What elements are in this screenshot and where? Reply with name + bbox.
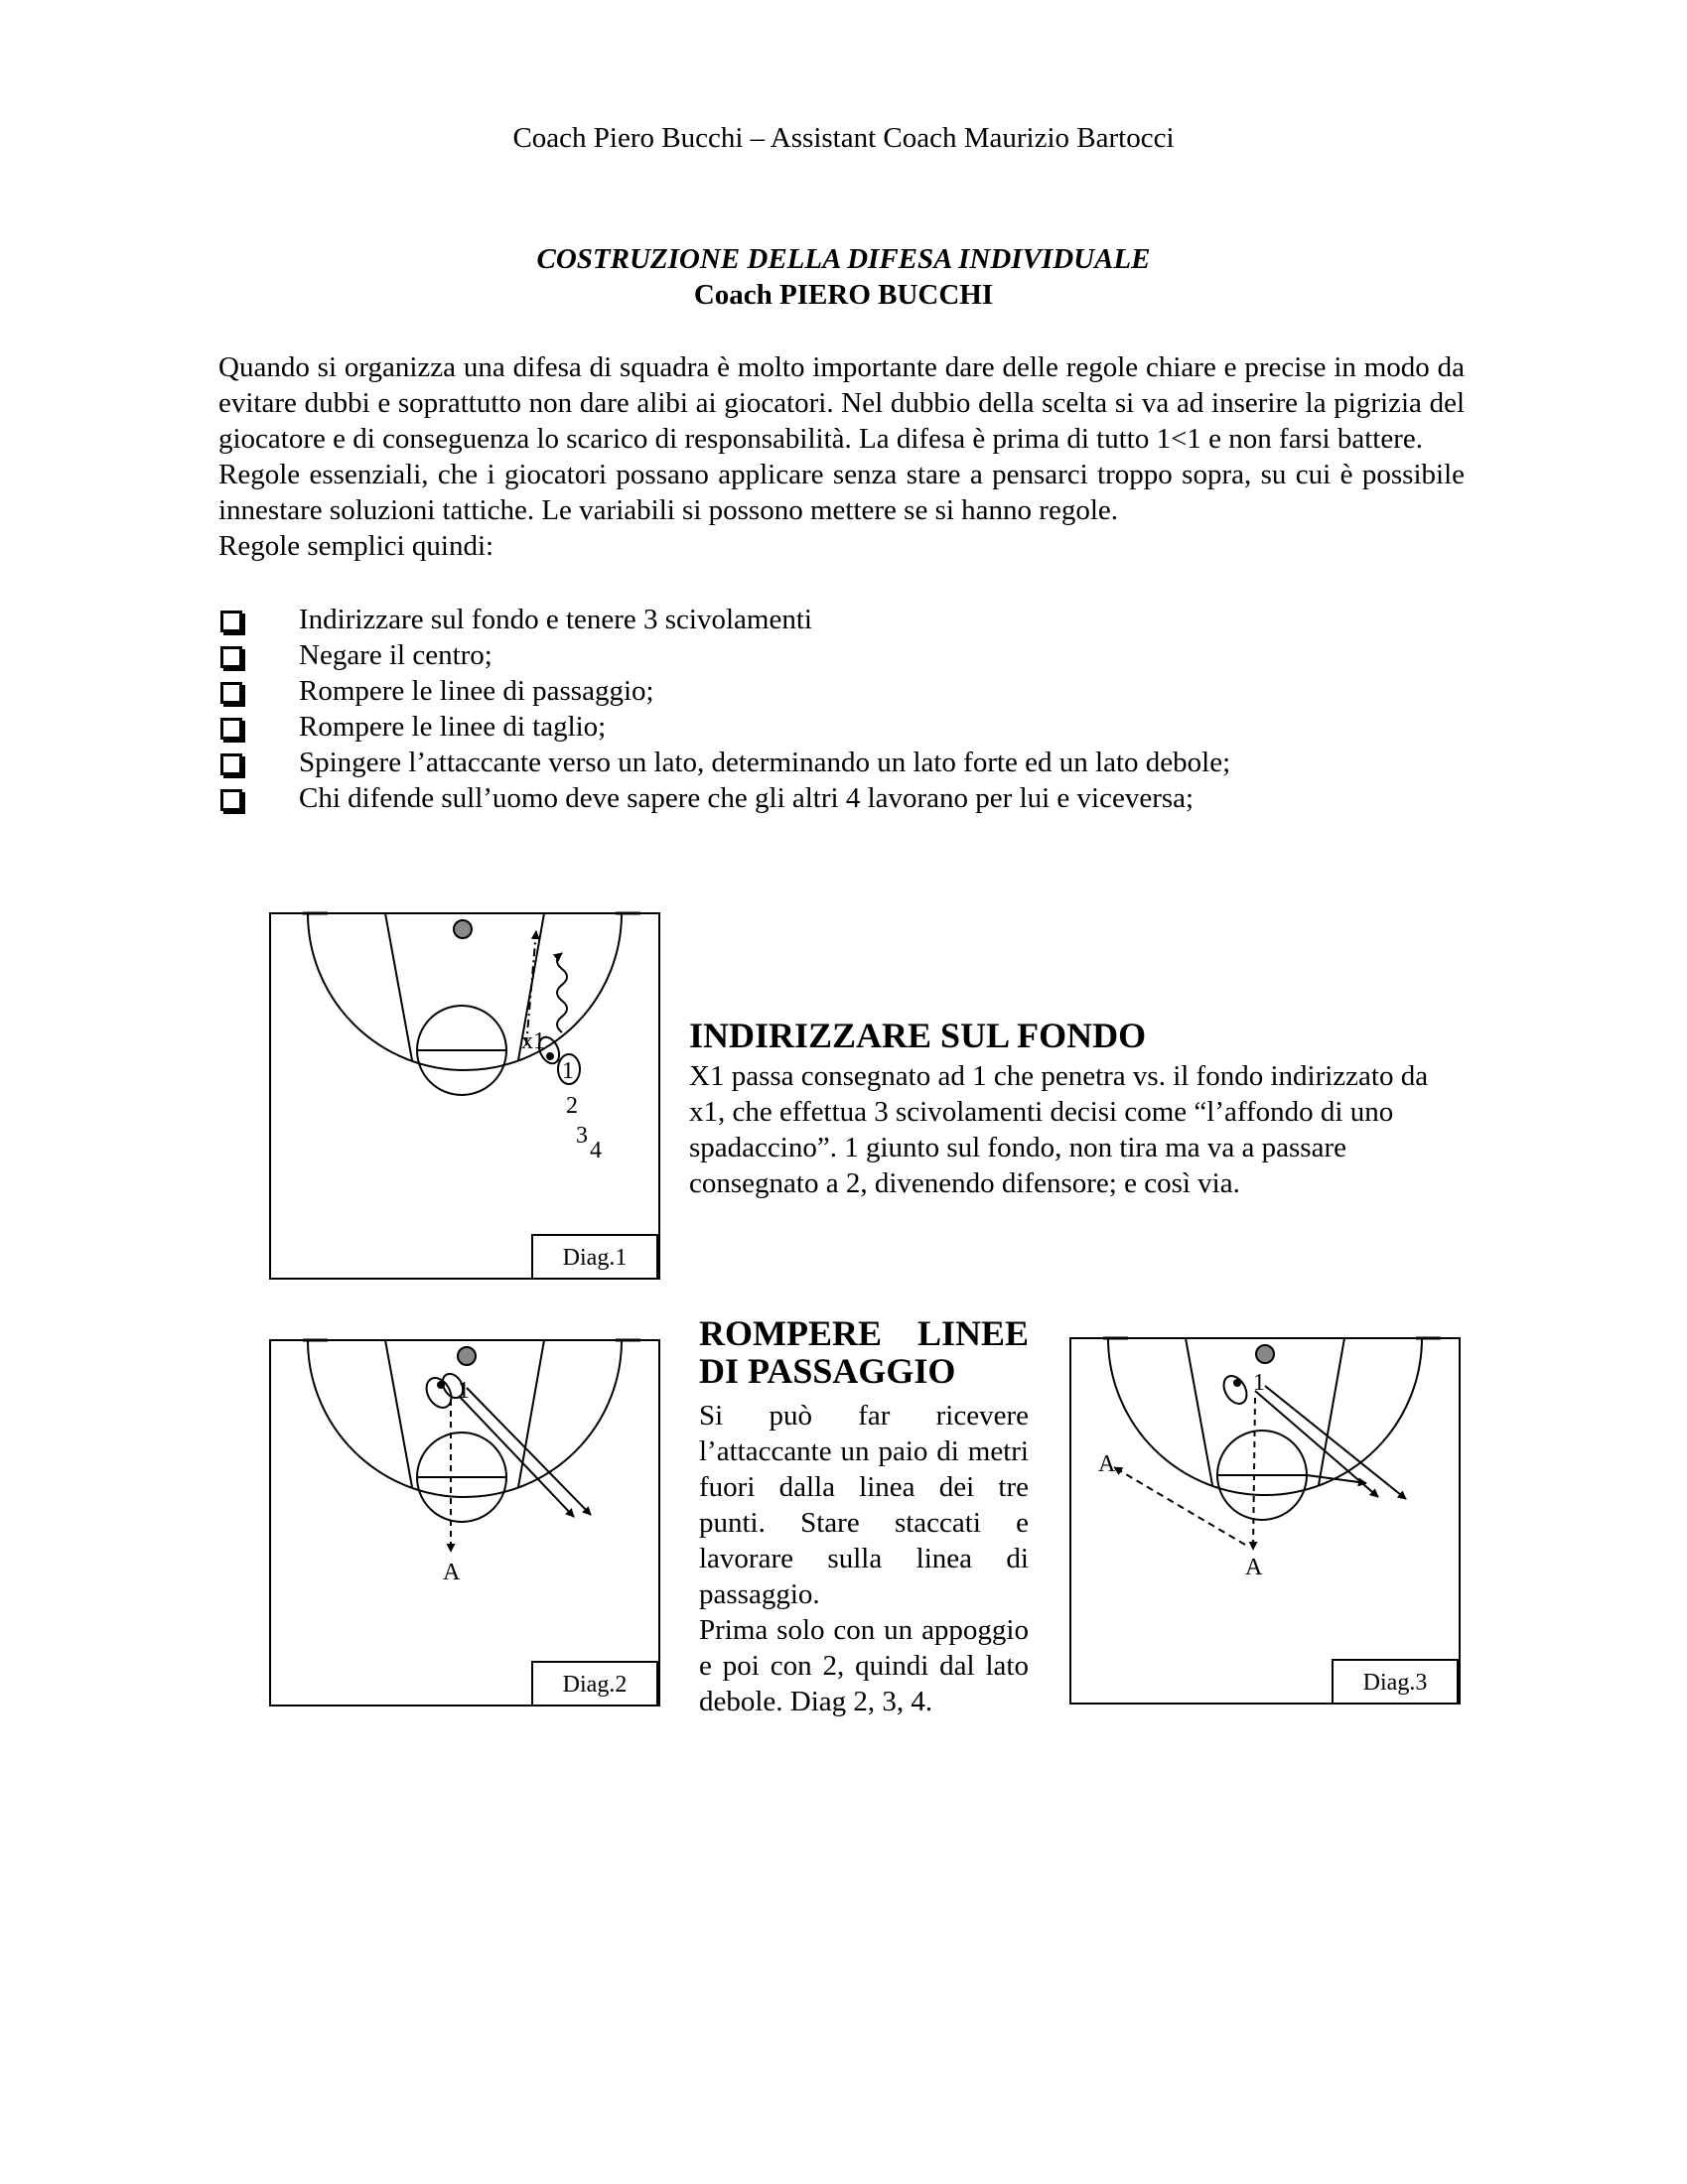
section-heading-2: ROMPERE LINEE DI PASSAGGIO	[699, 1313, 1029, 1391]
intro-paragraph-1: Quando si organizza una difesa di squadra è molto importante dare delle regole chiare e precise in modo da evitare dubbi e soprattutto non dare alibi ai giocatori. Nel dubbio della scelta si va ad inserire la pigrizia del giocatore e di conseguenza lo scarico di responsabilità. La difesa è prima di tutto 1<1 e non farsi battere.	[218, 351, 1465, 455]
intro-text	[218, 349, 1465, 564]
court-diagram-2	[268, 1338, 665, 1709]
intro-paragraph-3: Regole semplici quindi:	[218, 530, 494, 562]
document-title: COSTRUZIONE DELLA DIFESA INDIVIDUALE	[536, 243, 1151, 275]
list-item: Rompere le linee di passaggio;	[218, 673, 1465, 709]
diagram-label: Diag.1	[562, 1245, 628, 1271]
player-4-label: 4	[590, 1138, 602, 1163]
page-header: Coach Piero Bucchi – Assistant Coach Maurizio Bartocci	[512, 122, 1175, 154]
basket-icon	[1256, 1345, 1274, 1363]
player-a-label: A	[443, 1560, 461, 1585]
list-item: Indirizzare sul fondo e tenere 3 scivolamenti	[218, 602, 1465, 637]
section-body-1: X1 passa consegnato ad 1 che penetra vs. il fondo indirizzato da x1, che effettua 3 scivolamenti decisi come “l’affondo di uno spadaccino”. 1 giunto sul fondo, non tira ma va a passare consegnato a 2, divenendo difensore; e così via.	[689, 1060, 1429, 1199]
court-diagram-1	[268, 911, 665, 1283]
court-diagram-3	[1068, 1336, 1466, 1707]
list-item: Spingere l’attaccante verso un lato, determinando un lato forte ed un lato debole;	[218, 745, 1465, 780]
list-item: Rompere le linee di taglio;	[218, 709, 1465, 745]
player-1-label: 1	[562, 1058, 574, 1084]
document-subtitle: Coach PIERO BUCCHI	[693, 279, 994, 311]
player-1-label: 1	[458, 1378, 470, 1404]
player-x1-label: x1	[521, 1028, 545, 1054]
checkbox-icon	[220, 611, 242, 632]
basket-icon	[454, 920, 472, 938]
player-a-label: A	[1098, 1451, 1116, 1477]
checkbox-icon	[220, 753, 242, 775]
rules-list	[218, 602, 1465, 816]
section-heading-1: INDIRIZZARE SUL FONDO	[689, 1016, 1147, 1055]
checkbox-icon	[220, 646, 242, 668]
diagram-label: Diag.2	[562, 1672, 628, 1698]
checkbox-icon	[220, 718, 242, 740]
list-item: Chi difende sull’uomo deve sapere che gli altri 4 lavorano per lui e viceversa;	[218, 780, 1465, 816]
list-item: Negare il centro;	[218, 637, 1465, 673]
checkbox-icon	[220, 682, 242, 704]
basket-icon	[458, 1347, 476, 1365]
player-3-label: 3	[576, 1123, 588, 1149]
player-a-label: A	[1245, 1555, 1263, 1580]
player-1-label: 1	[1253, 1370, 1265, 1396]
intro-paragraph-2: Regole essenziali, che i giocatori possano applicare senza stare a pensarci troppo sopra, su cui è possibile innestare soluzioni tattiche. Le variabili si possono mettere se si hanno regole.	[218, 459, 1465, 526]
checkbox-icon	[220, 789, 242, 811]
section-body-2: Si può far ricevere l’attaccante un paio di metri fuori dalla linea dei tre punti. Stare staccati e lavorare sulla linea di passaggio. Prima solo con un appoggio e poi con 2, quindi dal lato debole. Diag 2, 3, 4.	[699, 1400, 1029, 1717]
player-2-label: 2	[566, 1093, 578, 1119]
diagram-label: Diag.3	[1362, 1670, 1428, 1696]
